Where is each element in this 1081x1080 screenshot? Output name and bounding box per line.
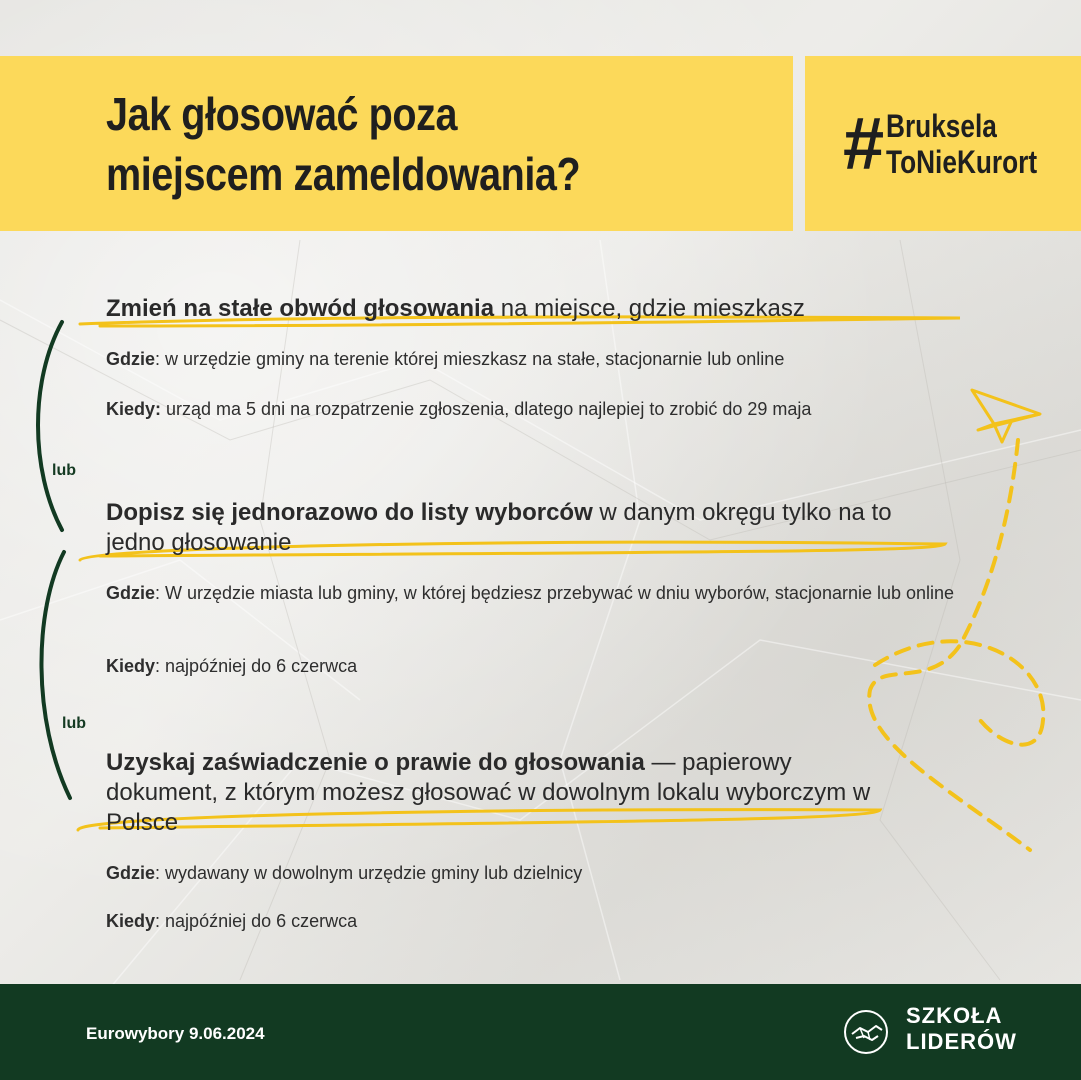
option-2-heading: Dopisz się jednorazowo do listy wyborców w danym okręgu tylko na to jedno głosowanie [106, 499, 892, 556]
hashtag-symbol: # [843, 102, 885, 185]
option-2-where: Gdzie: W urzędzie miasta lub gminy, w której będziesz przebywać w dniu wyborów, stacjonarnie lub online [106, 583, 955, 603]
handshake-logo-icon [842, 1008, 890, 1056]
option-2-when: Kiedy: najpóźniej do 6 czerwca [106, 656, 358, 676]
option-3-heading: Uzyskaj zaświadczenie o prawie do głosowania — papierowy dokument, z którym możesz głosować w dowolnym lokalu wyborczym w Polsce [106, 749, 871, 836]
hashtag-text: Bruksela ToNieKurort [886, 108, 1038, 180]
footer-date: Eurowybory 9.06.2024 [86, 1024, 265, 1043]
option-3-when: Kiedy: najpóźniej do 6 czerwca [106, 911, 358, 931]
connector-lub-1: lub [52, 462, 76, 479]
option-3-where: Gdzie: wydawany w dowolnym urzędzie gminy lub dzielnicy [106, 863, 583, 883]
option-1-heading: Zmień na stałe obwód głosowania na miejsce, gdzie mieszkasz [106, 295, 805, 322]
option-1-when: Kiedy: urząd ma 5 dni na rozpatrzenie zgłoszenia, dlatego najlepiej to zrobić do 29 maja [106, 399, 812, 419]
page-title: Jak głosować poza miejscem zameldowania? [106, 88, 581, 200]
connector-lub-2: lub [62, 715, 86, 732]
option-1-where: Gdzie: w urzędzie gminy na terenie której mieszkasz na stałe, stacjonarnie lub online [106, 349, 785, 369]
logo-wordmark: SZKOŁA LIDERÓW [906, 1003, 1017, 1054]
